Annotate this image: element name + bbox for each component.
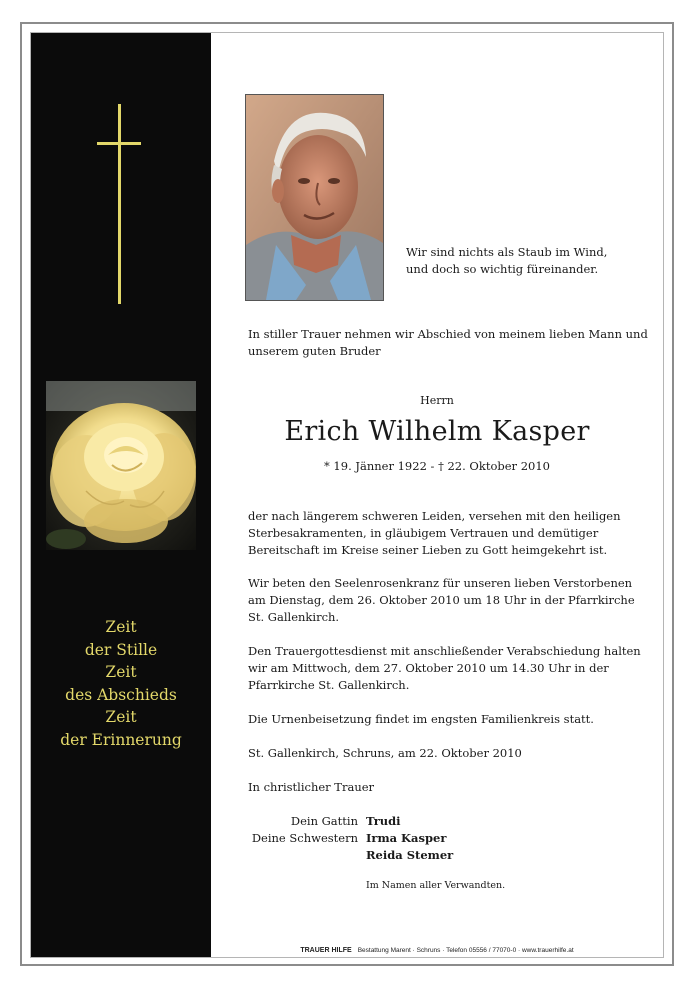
place-date-line: St. Gallenkirch, Schruns, am 22. Oktober 2010 — [248, 746, 522, 760]
signature-relation: Dein Gattin — [290, 814, 358, 828]
signature-name: Trudi — [366, 814, 401, 828]
footer-brand: TRAUER HILFE — [300, 947, 352, 954]
honorific: Herrn — [420, 394, 454, 407]
epigraph — [406, 244, 607, 278]
epigraph-line: und doch so wichtig füreinander. — [406, 262, 599, 276]
sidebar-quote — [40, 616, 202, 751]
signature-name: Reida Stemer — [366, 848, 454, 862]
quote-line: Zeit — [105, 663, 137, 681]
portrait-photo — [245, 94, 384, 301]
closing-line: In christlicher Trauer — [248, 780, 375, 794]
quote-line: der Erinnerung — [60, 730, 182, 749]
intro-text: In stiller Trauer nehmen wir Abschied von meinem lieben Mann und unserem guten Bruder — [248, 327, 648, 358]
quote-line: Zeit — [105, 708, 137, 726]
deceased-name: Erich Wilhelm Kasper — [284, 416, 590, 447]
family-note: Im Namen aller Verwandten. — [366, 880, 506, 891]
life-dates: * 19. Jänner 1922 - † 22. Oktober 2010 — [324, 459, 550, 473]
paragraph-rosary: Wir beten den Seelenrosenkranz für unseren lieben Verstorbenen am Dienstag, dem 26. Oktober 2010 um 18 Uhr in der Pfarrkirche St. Gallenkirch. — [248, 576, 635, 624]
quote-line: der Stille — [84, 640, 158, 659]
paragraph-funeral-service: Den Trauergottesdienst mit anschließender Verabschiedung halten wir am Mittwoch, dem 27. Oktober 2010 um 14.30 Uhr in der Pfarrkirche St. Gallenkirch. — [248, 644, 641, 692]
epigraph-line: Wir sind nichts als Staub im Wind, — [406, 245, 608, 259]
footer-details: Bestattung Marent · Schruns · Telefon 05556 / 77070-0 · www.trauerhilfe.at — [357, 947, 574, 954]
footer — [211, 947, 663, 954]
quote-line: des Abschieds — [65, 685, 177, 704]
signature-relation: Deine Schwestern — [251, 831, 358, 845]
rose-image — [46, 381, 196, 550]
signature-name: Irma Kasper — [366, 831, 447, 845]
quote-line: Zeit — [105, 618, 137, 636]
paragraph-passing: der nach längerem schweren Leiden, versehen mit den heiligen Sterbesakramenten, in gläubigem Vertrauen und demütiger Bereitschaft im Kreise seiner Lieben zu Gott heimgekehrt ist. — [248, 509, 621, 557]
paragraph-urn-burial: Die Urnenbeisetzung findet im engsten Familienkreis statt. — [248, 712, 594, 726]
